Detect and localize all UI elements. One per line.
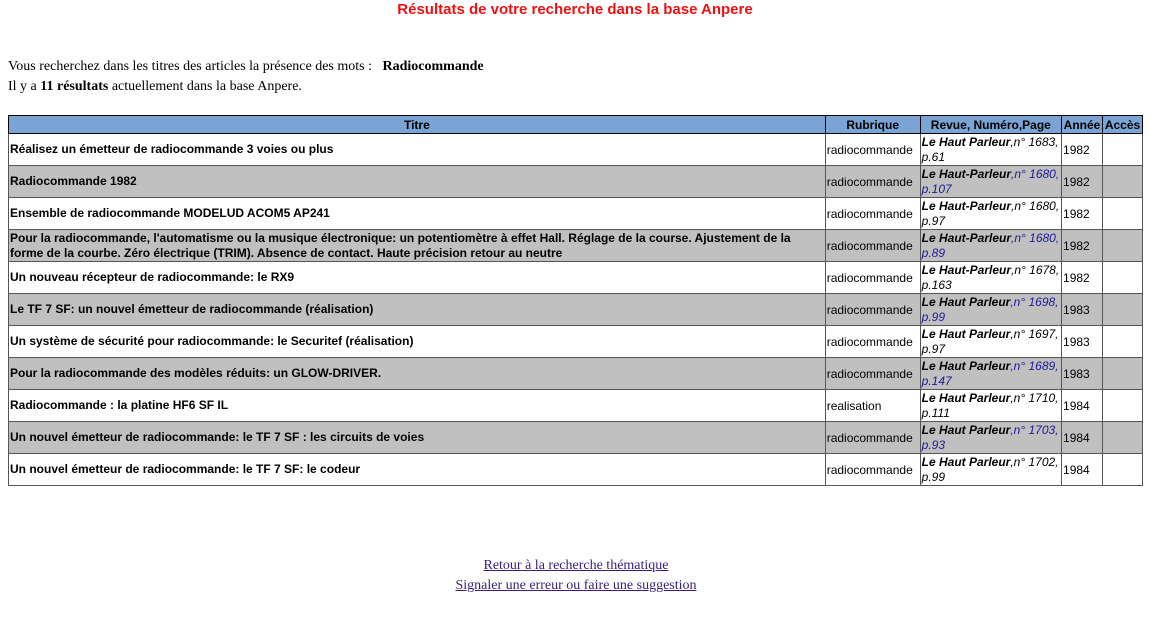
header-rubrique: Rubrique [825,116,920,134]
cell-titre: Pour la radiocommande des modèles réduits: un GLOW-DRIVER. [9,358,826,390]
cell-revue [920,358,1061,390]
journal-name: Le Haut Parleur [921,358,1011,373]
table-row [9,422,1143,454]
report-error-link[interactable]: Signaler une erreur ou faire une suggestion [455,578,697,593]
footer-links [0,556,1150,596]
cell-annee: 1983 [1062,358,1103,390]
table-row [9,134,1143,166]
cell-rubrique: radiocommande [825,358,920,390]
journal-name: Le Haut Parleur [921,454,1011,469]
back-to-search-link[interactable]: Retour à la recherche thématique [483,558,669,573]
cell-rubrique: radiocommande [825,326,920,358]
journal-name: Le Haut-Parleur [921,166,1011,181]
cell-acces [1103,390,1143,422]
table-row [9,390,1143,422]
journal-ref: ,n° 1683, p.61 [921,134,1059,164]
journal-name: Le Haut Parleur [921,390,1011,405]
table-row [9,262,1143,294]
cell-titre: Un nouvel émetteur de radiocommande: le TF 7 SF: le codeur [9,454,826,486]
journal-ref: ,n° 1703, p.93 [921,422,1059,452]
cell-revue [920,166,1061,198]
cell-annee: 1982 [1062,198,1103,230]
header-acces: Accès [1103,116,1143,134]
cell-acces [1103,166,1143,198]
cell-revue [920,454,1061,486]
cell-rubrique: radiocommande [825,422,920,454]
cell-revue [920,326,1061,358]
journal-name: Le Haut-Parleur [921,262,1011,277]
table-row [9,198,1143,230]
table-row [9,166,1143,198]
journal-name: Le Haut-Parleur [921,198,1011,213]
result-count-line [8,77,484,97]
cell-titre: Le TF 7 SF: un nouvel émetteur de radiocommande (réalisation) [9,294,826,326]
cell-rubrique: radiocommande [825,454,920,486]
cell-acces [1103,422,1143,454]
journal-ref: ,n° 1680, p.107 [921,166,1060,196]
cell-acces [1103,326,1143,358]
cell-annee: 1984 [1062,390,1103,422]
result-count-prefix: Il y a [8,79,37,94]
search-info [8,57,484,97]
cell-titre: Pour la radiocommande, l'automatisme ou la musique électronique: un potentiomètre à effet Hall. Réglage de la course. Ajustement de la forme de la courbe. Zéro électrique (TRIM). Absence de contact. Haute précision retour au neutre [9,230,826,262]
journal-ref: ,n° 1678, p.163 [921,262,1060,292]
cell-revue [920,390,1061,422]
journal-ref: ,n° 1689, p.147 [921,358,1059,388]
journal-name: Le Haut-Parleur [921,230,1011,245]
cell-rubrique: radiocommande [825,198,920,230]
cell-acces [1103,262,1143,294]
cell-acces [1103,358,1143,390]
journal-ref: ,n° 1697, p.97 [921,326,1059,356]
cell-revue [920,262,1061,294]
cell-annee: 1982 [1062,166,1103,198]
cell-annee: 1983 [1062,326,1103,358]
journal-name: Le Haut Parleur [921,422,1011,437]
cell-annee: 1982 [1062,134,1103,166]
cell-rubrique: radiocommande [825,230,920,262]
header-annee: Année [1062,116,1103,134]
header-titre: Titre [9,116,826,134]
journal-name: Le Haut Parleur [921,134,1011,149]
table-row [9,294,1143,326]
cell-acces [1103,230,1143,262]
cell-acces [1103,134,1143,166]
cell-titre: Réalisez un émetteur de radiocommande 3 voies ou plus [9,134,826,166]
cell-acces [1103,454,1143,486]
journal-ref: ,n° 1698, p.99 [921,294,1059,324]
journal-name: Le Haut Parleur [921,326,1011,341]
cell-acces [1103,198,1143,230]
cell-rubrique: radiocommande [825,262,920,294]
cell-revue [920,134,1061,166]
results-table [8,115,1143,486]
cell-annee: 1982 [1062,262,1103,294]
cell-revue [920,230,1061,262]
cell-rubrique: radiocommande [825,166,920,198]
cell-annee: 1984 [1062,454,1103,486]
journal-ref: ,n° 1680, p.97 [921,198,1060,228]
search-keyword: Radiocommande [382,59,484,74]
cell-revue [920,294,1061,326]
table-row [9,230,1143,262]
cell-titre: Un système de sécurité pour radiocommande: le Securitef (réalisation) [9,326,826,358]
journal-ref: ,n° 1680, p.89 [921,230,1060,260]
cell-rubrique: radiocommande [825,294,920,326]
result-count-suffix: actuellement dans la base Anpere. [111,79,302,94]
cell-rubrique: realisation [825,390,920,422]
cell-annee: 1982 [1062,230,1103,262]
cell-revue [920,198,1061,230]
cell-titre: Un nouvel émetteur de radiocommande: le TF 7 SF : les circuits de voies [9,422,826,454]
table-row [9,358,1143,390]
journal-ref: ,n° 1710, p.111 [921,390,1059,420]
cell-titre: Radiocommande : la platine HF6 SF IL [9,390,826,422]
cell-revue [920,422,1061,454]
page-title: Résultats de votre recherche dans la base Anpere [397,1,753,18]
table-body [9,134,1143,486]
journal-name: Le Haut Parleur [921,294,1011,309]
journal-ref: ,n° 1702, p.99 [921,454,1059,484]
cell-annee: 1983 [1062,294,1103,326]
header-revue: Revue, Numéro,Page [920,116,1061,134]
table-row [9,454,1143,486]
cell-titre: Un nouveau récepteur de radiocommande: le RX9 [9,262,826,294]
cell-rubrique: radiocommande [825,134,920,166]
result-count: 11 résultats [40,79,109,94]
table-header-row [9,116,1143,134]
table-row [9,326,1143,358]
cell-titre: Ensemble de radiocommande MODELUD ACOM5 AP241 [9,198,826,230]
cell-acces [1103,294,1143,326]
search-query-line [8,57,484,77]
search-prefix: Vous recherchez dans les titres des articles la présence des mots : [8,59,372,74]
cell-titre: Radiocommande 1982 [9,166,826,198]
cell-annee: 1984 [1062,422,1103,454]
